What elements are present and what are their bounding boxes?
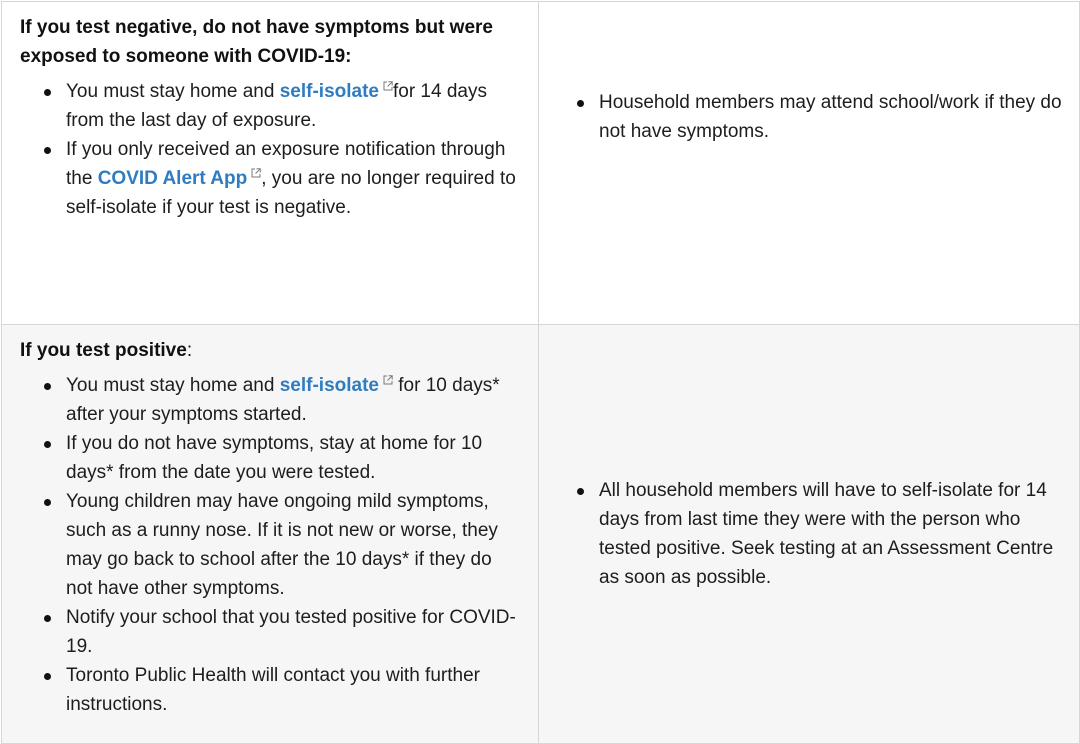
list-item-text: You must stay home and xyxy=(66,375,280,396)
external-link-icon xyxy=(383,81,393,91)
list-item-text: Household members may attend school/work if they do not have symptoms. xyxy=(599,92,1062,142)
negative-result-row xyxy=(2,2,1080,325)
list-item-text: , you are no longer required to self-isolate if your test is negative. xyxy=(66,168,516,218)
positive-heading-colon: : xyxy=(186,340,193,361)
list-item-text: Toronto Public Health will contact you with further instructions. xyxy=(66,665,480,715)
negative-household-list xyxy=(539,88,1079,146)
list-item xyxy=(66,487,520,603)
list-item xyxy=(66,429,520,487)
list-item-text: You must stay home and xyxy=(66,81,280,102)
list-item xyxy=(66,135,520,222)
self-isolate-link[interactable]: self-isolate xyxy=(279,81,379,102)
list-item-text: for 14 days from the last day of exposure. xyxy=(66,81,487,131)
positive-result-row xyxy=(2,325,1080,744)
list-item-text: Young children may have ongoing mild symptoms, such as a runny nose. If it is not new or worse, they may go back to school after the 10 days* if they do not have other symptoms. xyxy=(66,491,498,599)
list-item xyxy=(599,476,1065,592)
list-item xyxy=(66,77,520,135)
negative-result-instructions-cell xyxy=(2,2,539,325)
list-item xyxy=(66,603,520,661)
list-item xyxy=(66,371,520,429)
guidance-table xyxy=(1,1,1080,744)
list-item xyxy=(66,661,520,719)
positive-household-cell xyxy=(539,325,1080,744)
negative-instructions-list xyxy=(20,77,520,222)
list-item-text: If you only received an exposure notification through the xyxy=(66,139,506,189)
external-link-icon xyxy=(251,168,261,178)
self-isolate-link[interactable]: self-isolate xyxy=(279,375,379,396)
positive-result-heading xyxy=(20,336,520,365)
list-item-text: All household members will have to self-isolate for 14 days from last time they were with the person who tested positive. Seek testing at an Assessment Centre as soon as possible. xyxy=(599,480,1054,588)
list-item-text: If you do not have symptoms, stay at home for 10 days* from the date you were tested. xyxy=(66,433,483,483)
negative-heading-text: If you test negative, do not have symptoms but were exposed to someone with COVID-19: xyxy=(20,17,493,67)
positive-household-list xyxy=(539,476,1079,592)
list-item-text: Notify your school that you tested positive for COVID-19. xyxy=(66,607,516,657)
positive-result-instructions-cell xyxy=(2,325,539,744)
covid-alert-app-link[interactable]: COVID Alert App xyxy=(97,168,248,189)
negative-household-cell xyxy=(539,2,1080,325)
external-link-icon xyxy=(383,375,393,385)
list-item xyxy=(599,88,1065,146)
list-item-text: for 10 days* after your symptoms started. xyxy=(66,375,500,425)
positive-instructions-list xyxy=(20,371,520,719)
negative-result-heading xyxy=(20,13,520,71)
positive-heading-text: If you test positive xyxy=(20,340,187,361)
